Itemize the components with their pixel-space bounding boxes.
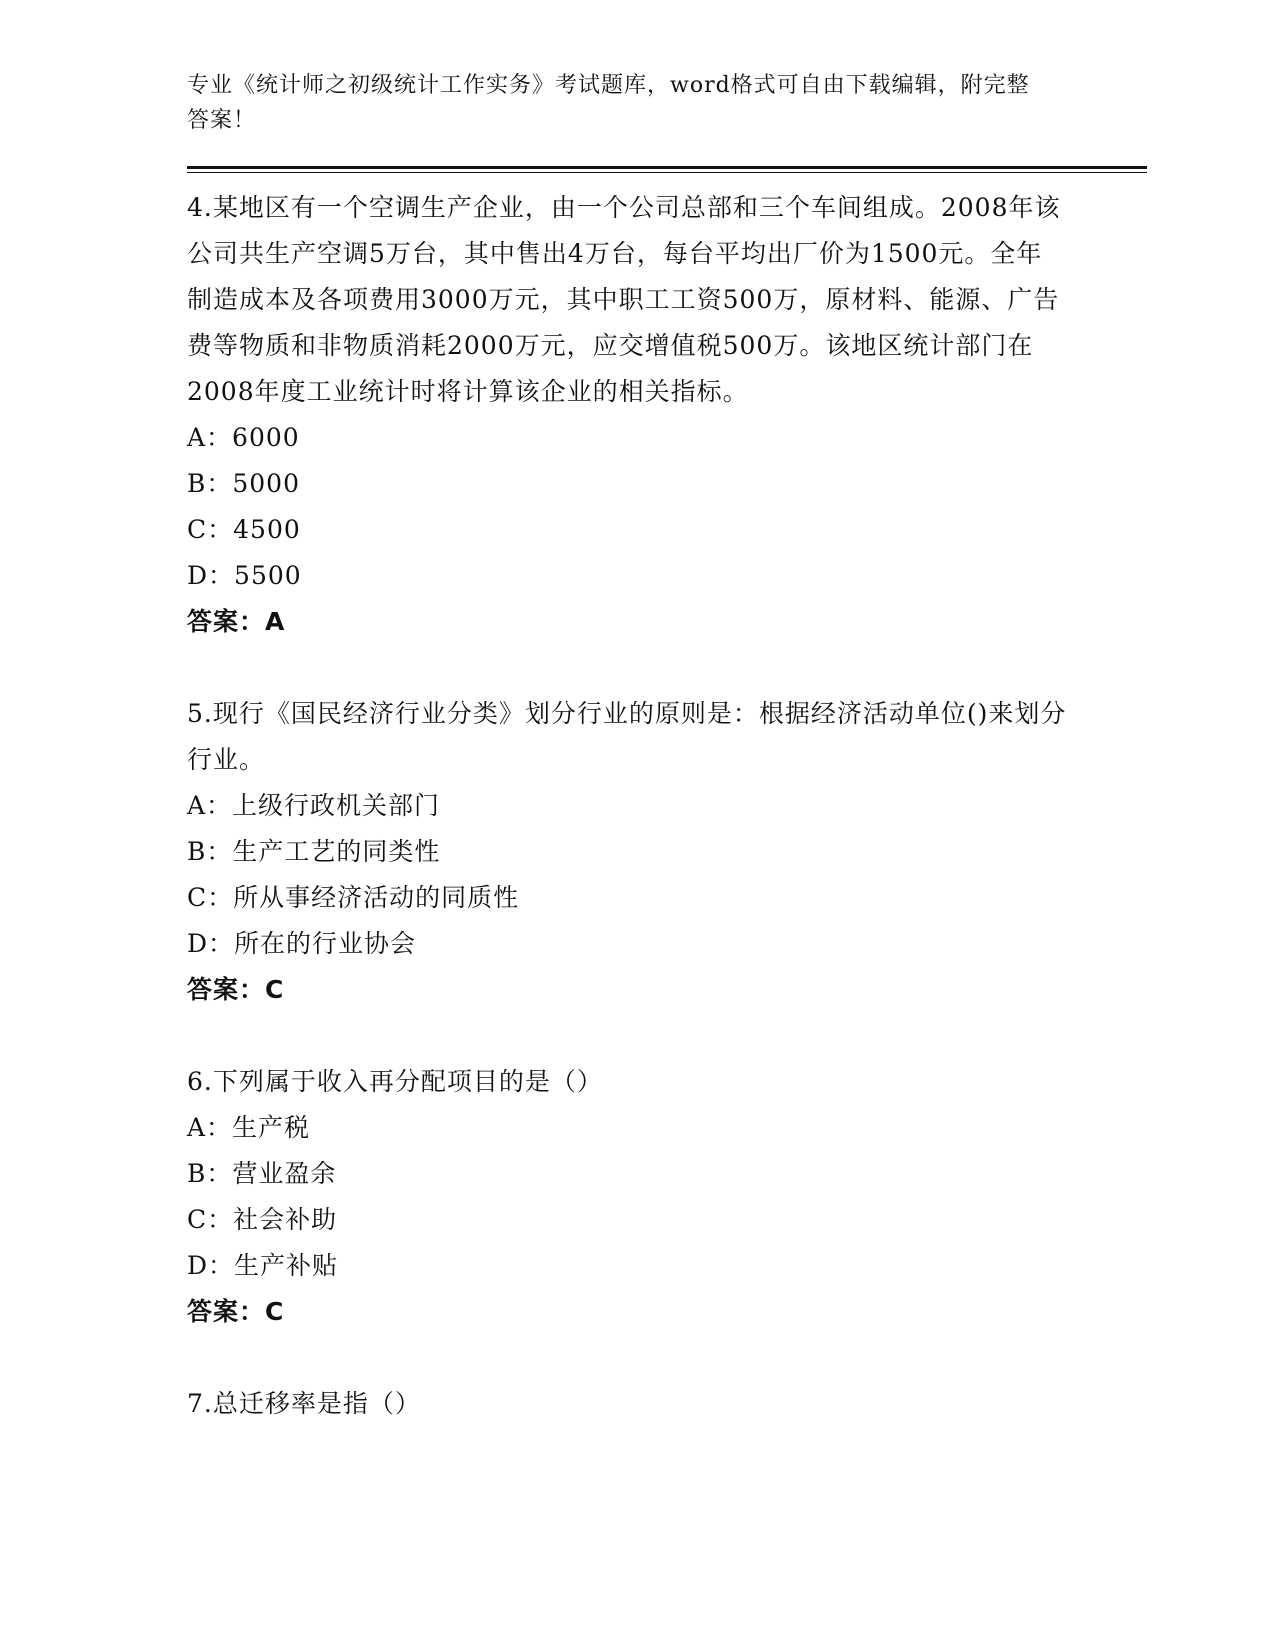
option-d: D：生产补贴	[187, 1251, 339, 1280]
option-c: C：所从事经济活动的同质性	[187, 883, 520, 912]
question-5	[187, 691, 1147, 1059]
option-a: A：上级行政机关部门	[187, 791, 441, 820]
divider-thin-line	[187, 172, 1147, 173]
option-a: A：6000	[187, 423, 300, 452]
option-b: B：生产工艺的同类性	[187, 837, 441, 866]
question-stem: 4.某地区有一个空调生产企业，由一个公司总部和三个车间组成。2008年该公司共生产空调5万台，其中售出4万台，每台平均出厂价为1500元。全年制造成本及各项费用3000万元，其中职工工资500万，原材料、能源、广告费等物质和非物质消耗2000万元，应交增值税500万。该地区统计部门在2008年度工业统计时将计算该企业的相关指标。	[187, 193, 1061, 406]
option-b: B：5000	[187, 469, 300, 498]
question-stem: 5.现行《国民经济行业分类》划分行业的原则是：根据经济活动单位()来划分行业。	[187, 699, 1067, 774]
question-stem: 6.下列属于收入再分配项目的是（）	[187, 1067, 603, 1096]
divider-thick-line	[187, 166, 1147, 169]
option-d: D：所在的行业协会	[187, 929, 417, 958]
question-4	[187, 185, 1147, 691]
question-7	[187, 1381, 1147, 1427]
option-c: C：4500	[187, 515, 301, 544]
answer-label: 答案：A	[187, 607, 286, 636]
answer-label: 答案：C	[187, 1297, 285, 1326]
document-header: 专业《统计师之初级统计工作实务》考试题库，word格式可自由下载编辑，附完整答案！	[187, 73, 1030, 133]
option-b: B：营业盈余	[187, 1159, 337, 1188]
question-spacer	[187, 645, 1147, 691]
question-spacer	[187, 1335, 1147, 1381]
answer-label: 答案：C	[187, 975, 285, 1004]
option-a: A：生产税	[187, 1113, 311, 1142]
option-c: C：社会补助	[187, 1205, 338, 1234]
question-spacer	[187, 1013, 1147, 1059]
document-page	[187, 68, 1147, 1427]
question-stem: 7.总迁移率是指（）	[187, 1389, 421, 1418]
question-list	[187, 185, 1147, 1427]
question-6	[187, 1059, 1147, 1381]
header-divider	[187, 166, 1147, 173]
option-d: D：5500	[187, 561, 302, 590]
